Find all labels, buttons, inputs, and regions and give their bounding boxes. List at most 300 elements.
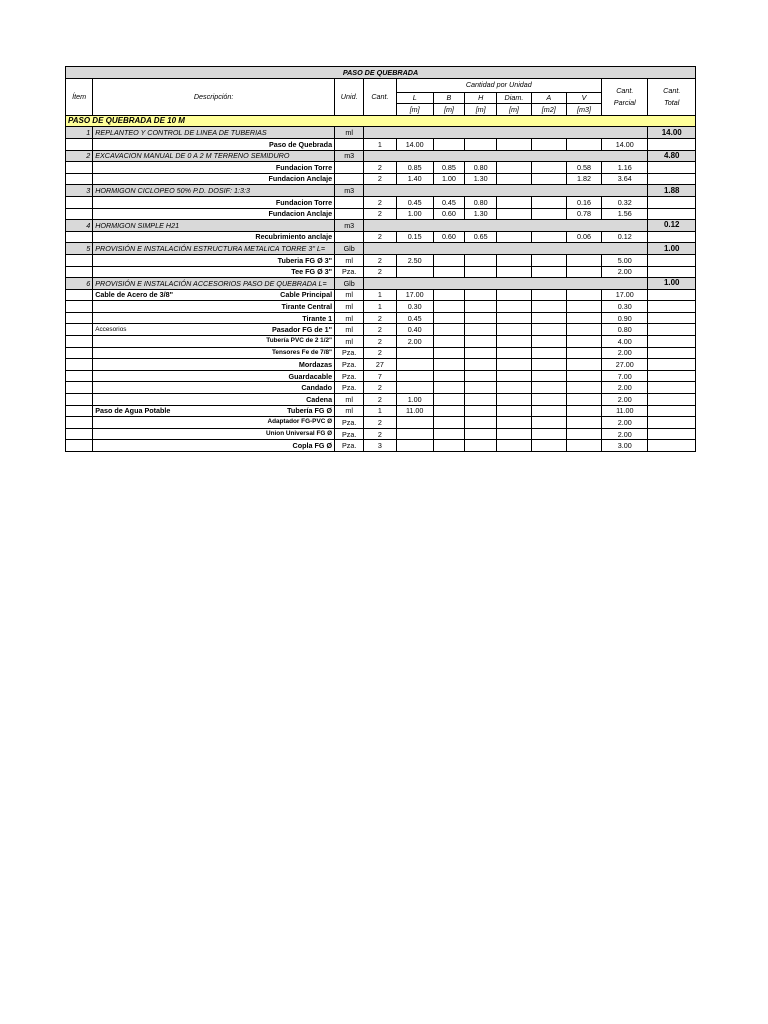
table-row [66, 336, 696, 348]
dim-v: 0.16 [566, 196, 601, 208]
dim-v [566, 440, 601, 452]
dim-a [531, 208, 566, 220]
sub-cant: 2 [364, 231, 396, 243]
cant-parcial: 1.16 [602, 162, 648, 174]
table-row [66, 266, 696, 278]
cant-total-empty [648, 428, 696, 440]
table-title: PASO DE QUEBRADA [66, 67, 696, 79]
dim-l [396, 440, 433, 452]
dim-h [465, 347, 497, 359]
dim-v [566, 382, 601, 394]
table-row [66, 359, 696, 371]
dim-d [497, 173, 531, 185]
sub-description-wrap [95, 315, 332, 322]
table-row [66, 231, 696, 243]
section-row [66, 115, 696, 127]
dim-a [531, 162, 566, 174]
sub-description [93, 138, 335, 150]
cant-parcial: 7.00 [602, 370, 648, 382]
sub-cant: 2 [364, 162, 396, 174]
dim-d [497, 336, 531, 348]
header-unid: Unid. [335, 78, 364, 115]
sub-cant: 2 [364, 394, 396, 406]
item-number-empty [66, 394, 93, 406]
dim-l [396, 382, 433, 394]
item-number-empty [66, 289, 93, 301]
table-row [66, 196, 696, 208]
cant-total-empty [648, 231, 696, 243]
dim-a [531, 382, 566, 394]
sub-description-wrap [95, 257, 332, 264]
dim-d [497, 394, 531, 406]
sub-description-wrap [95, 268, 332, 275]
sub-cant: 2 [364, 266, 396, 278]
dim-l [396, 266, 433, 278]
cant-parcial: 3.00 [602, 440, 648, 452]
item-unit: Glb [335, 243, 364, 255]
item-spacer [364, 243, 648, 255]
dim-l: 1.00 [396, 394, 433, 406]
sub-description [93, 359, 335, 371]
dim-b [433, 289, 464, 301]
dim-d [497, 138, 531, 150]
dim-h [465, 382, 497, 394]
cant-total-empty [648, 138, 696, 150]
dim-a [531, 289, 566, 301]
dim-l: 14.00 [396, 138, 433, 150]
sub-label: Cable Principal [280, 290, 333, 300]
table-row [66, 382, 696, 394]
dim-v [566, 289, 601, 301]
item-total: 14.00 [648, 127, 696, 139]
cant-parcial: 14.00 [602, 138, 648, 150]
dim-d [497, 359, 531, 371]
sub-description [93, 266, 335, 278]
dim-h [465, 428, 497, 440]
sub-label: Tuberia FG Ø 3" [277, 255, 333, 265]
item-row [66, 243, 696, 255]
dim-b [433, 347, 464, 359]
dim-v: 0.58 [566, 162, 601, 174]
header-unit-h: [m] [465, 104, 497, 116]
table-row [66, 138, 696, 150]
dim-b [433, 324, 464, 336]
sub-description-wrap [95, 431, 332, 437]
sub-description [93, 370, 335, 382]
sub-description [93, 173, 335, 185]
table-row [66, 289, 696, 301]
dim-d [497, 289, 531, 301]
dim-v [566, 428, 601, 440]
table-row [66, 347, 696, 359]
item-number-empty [66, 382, 93, 394]
sub-description [93, 440, 335, 452]
item-unit: m3 [335, 220, 364, 232]
item-description: PROVISIÓN E INSTALACIÓN ESTRUCTURA METALICA TORRE 3" L= [93, 243, 335, 255]
cant-parcial: 0.90 [602, 312, 648, 324]
item-number-empty [66, 231, 93, 243]
sub-description-wrap [95, 442, 332, 449]
sub-cant: 2 [364, 173, 396, 185]
item-row [66, 150, 696, 162]
dim-d [497, 440, 531, 452]
item-number-empty [66, 266, 93, 278]
cant-total-empty [648, 312, 696, 324]
sub-unit: Pza. [335, 382, 364, 394]
dim-a [531, 231, 566, 243]
item-number-empty [66, 324, 93, 336]
header-col-a: A [531, 92, 566, 104]
sub-unit [335, 162, 364, 174]
dim-v [566, 405, 601, 417]
dim-a [531, 324, 566, 336]
item-total: 1.00 [648, 243, 696, 255]
header-unit-b: [m] [433, 104, 464, 116]
sub-label: Adaptador FG-PVC Ø [267, 418, 333, 426]
sub-label: Pasador FG de 1" [271, 325, 333, 335]
dim-d [497, 382, 531, 394]
item-description: PROVISIÓN E INSTALACIÓN ACCESORIOS PASO DE QUEBRADA L= [93, 278, 335, 290]
sub-description-wrap [95, 141, 332, 148]
dim-a [531, 370, 566, 382]
cant-total-empty [648, 324, 696, 336]
dim-b [433, 336, 464, 348]
header-cant-total-line1: Cant. [663, 85, 681, 95]
sub-unit [335, 231, 364, 243]
item-row [66, 278, 696, 290]
item-number-empty [66, 428, 93, 440]
item-total: 0.12 [648, 220, 696, 232]
sub-unit: ml [335, 254, 364, 266]
sub-description [93, 382, 335, 394]
dim-a [531, 254, 566, 266]
dim-v [566, 394, 601, 406]
dim-l: 2.50 [396, 254, 433, 266]
header-col-b: B [433, 92, 464, 104]
header-cant-total [648, 78, 696, 115]
cant-parcial: 1.56 [602, 208, 648, 220]
dim-d [497, 428, 531, 440]
table-row [66, 254, 696, 266]
sub-description-wrap [95, 233, 332, 240]
sub-description [93, 254, 335, 266]
dim-b [433, 417, 464, 429]
sub-description-wrap [95, 303, 332, 310]
sub-description [93, 208, 335, 220]
item-number-empty [66, 312, 93, 324]
item-total: 1.88 [648, 185, 696, 197]
dim-a [531, 428, 566, 440]
sub-description-wrap [95, 210, 332, 217]
item-unit: m3 [335, 185, 364, 197]
table-row [66, 405, 696, 417]
sub-cant: 2 [364, 428, 396, 440]
dim-h [465, 336, 497, 348]
cant-parcial: 4.00 [602, 336, 648, 348]
table-row [66, 162, 696, 174]
dim-v: 0.78 [566, 208, 601, 220]
sub-description [93, 289, 335, 301]
sub-label: Cadena [306, 394, 333, 404]
dim-h [465, 405, 497, 417]
item-number-empty [66, 196, 93, 208]
sub-label: Tirante 1 [302, 313, 333, 323]
item-description: REPLANTEO Y CONTROL DE LINEA DE TUBERIAS [93, 127, 335, 139]
item-row [66, 127, 696, 139]
cant-parcial: 2.00 [602, 417, 648, 429]
sub-description [93, 162, 335, 174]
cant-total-empty [648, 208, 696, 220]
sub-cant: 2 [364, 196, 396, 208]
sub-description-wrap [95, 396, 332, 403]
sub-description [93, 196, 335, 208]
dim-l: 11.00 [396, 405, 433, 417]
dim-l: 1.00 [396, 208, 433, 220]
dim-l [396, 428, 433, 440]
sub-unit: ml [335, 301, 364, 313]
sub-unit [335, 196, 364, 208]
dim-a [531, 196, 566, 208]
table-row [66, 301, 696, 313]
sub-label: Fundacion Torre [275, 197, 333, 207]
dim-b [433, 138, 464, 150]
item-description: HORMIGON SIMPLE H21 [93, 220, 335, 232]
dim-v [566, 324, 601, 336]
dim-d [497, 231, 531, 243]
sub-label: Union Universal FG Ø [266, 429, 333, 437]
item-unit: Glb [335, 278, 364, 290]
table-row [66, 370, 696, 382]
title-row [66, 67, 696, 79]
sub-description-wrap [95, 199, 332, 206]
dim-b: 0.45 [433, 196, 464, 208]
header-col-v: V [566, 92, 601, 104]
cant-parcial: 0.32 [602, 196, 648, 208]
item-number: 1 [66, 127, 93, 139]
item-spacer [364, 127, 648, 139]
dim-b: 0.60 [433, 231, 464, 243]
sub-cant: 7 [364, 370, 396, 382]
sub-description-wrap [95, 175, 332, 182]
dim-v [566, 336, 601, 348]
sub-description [93, 417, 335, 429]
dim-d [497, 196, 531, 208]
header-cant-parcial-line1: Cant. [616, 85, 634, 95]
item-description: HORMIGON CICLOPEO 50% P.D. DOSIF: 1:3:3 [93, 185, 335, 197]
sub-cant: 2 [364, 208, 396, 220]
dim-l: 0.40 [396, 324, 433, 336]
sub-label: Tubería PVC de 2 1/2" [266, 337, 333, 345]
sub-description [93, 301, 335, 313]
table-row [66, 394, 696, 406]
dim-l [396, 359, 433, 371]
sub-unit: Pza. [335, 417, 364, 429]
cant-parcial: 2.00 [602, 347, 648, 359]
item-unit: ml [335, 127, 364, 139]
dim-a [531, 301, 566, 313]
sub-unit [335, 208, 364, 220]
dim-v [566, 312, 601, 324]
cant-total-empty [648, 254, 696, 266]
dim-d [497, 324, 531, 336]
dim-b [433, 254, 464, 266]
sub-description [93, 231, 335, 243]
header-unit-l: [m] [396, 104, 433, 116]
header-unit-a: [m2] [531, 104, 566, 116]
cant-parcial: 2.00 [602, 382, 648, 394]
item-description: EXCAVACION MANUAL DE 0 A 2 M TERRENO SEMIDURO [93, 150, 335, 162]
item-row [66, 185, 696, 197]
cant-total-empty [648, 405, 696, 417]
sub-unit [335, 138, 364, 150]
dim-a [531, 359, 566, 371]
header-cant-parcial [602, 78, 648, 115]
sub-unit: ml [335, 405, 364, 417]
dim-d [497, 266, 531, 278]
dim-h [465, 301, 497, 313]
dim-v: 1.82 [566, 173, 601, 185]
header-unit-v: [m3] [566, 104, 601, 116]
section-title: PASO DE QUEBRADA DE 10 M [66, 115, 696, 127]
dim-v [566, 138, 601, 150]
item-spacer [364, 150, 648, 162]
item-number-empty [66, 347, 93, 359]
sub-label: Tensores Fe de 7/8" [271, 348, 333, 356]
item-row [66, 220, 696, 232]
item-number-empty [66, 359, 93, 371]
dim-l [396, 370, 433, 382]
sub-description-wrap [95, 338, 332, 344]
dim-h [465, 417, 497, 429]
cant-parcial: 2.00 [602, 428, 648, 440]
dim-v [566, 301, 601, 313]
sub-label: Paso de Quebrada [268, 139, 333, 149]
sub-unit: ml [335, 289, 364, 301]
sub-cant: 2 [364, 382, 396, 394]
header-cantidad-por-unidad: Cantidad por Unidad [396, 78, 602, 92]
item-number: 3 [66, 185, 93, 197]
sub-unit: ml [335, 336, 364, 348]
sub-description-wrap [95, 164, 332, 171]
dim-l [396, 347, 433, 359]
table-row [66, 312, 696, 324]
dim-v [566, 266, 601, 278]
dim-d [497, 162, 531, 174]
dim-h [465, 440, 497, 452]
table-row [66, 428, 696, 440]
header-unit-diam: [m] [497, 104, 531, 116]
cant-parcial: 0.12 [602, 231, 648, 243]
cant-total-empty [648, 196, 696, 208]
cant-total-empty [648, 417, 696, 429]
group-label: Cable de Acero de 3/8" [95, 290, 174, 300]
item-number-empty [66, 162, 93, 174]
dim-h: 1.30 [465, 208, 497, 220]
dim-b [433, 370, 464, 382]
dim-b [433, 359, 464, 371]
header-col-h: H [465, 92, 497, 104]
cant-total-empty [648, 347, 696, 359]
group-label: Paso de Agua Potable [95, 406, 171, 416]
item-number: 4 [66, 220, 93, 232]
dim-l: 0.85 [396, 162, 433, 174]
item-number-empty [66, 254, 93, 266]
sub-label: Mordazas [298, 359, 333, 369]
sub-description-wrap [95, 373, 332, 380]
dim-h: 0.80 [465, 196, 497, 208]
item-total: 4.80 [648, 150, 696, 162]
sub-unit: Pza. [335, 359, 364, 371]
dim-h [465, 254, 497, 266]
sub-description [93, 336, 335, 348]
sub-cant: 2 [364, 336, 396, 348]
cant-parcial: 2.00 [602, 266, 648, 278]
dim-h: 1.30 [465, 173, 497, 185]
dim-b [433, 440, 464, 452]
dim-a [531, 405, 566, 417]
dim-v [566, 359, 601, 371]
dim-v [566, 254, 601, 266]
sub-description-wrap [95, 384, 332, 391]
cant-parcial: 17.00 [602, 289, 648, 301]
dim-a [531, 347, 566, 359]
sub-cant: 2 [364, 417, 396, 429]
sub-cant: 2 [364, 254, 396, 266]
item-spacer [364, 278, 648, 290]
sub-cant: 2 [364, 312, 396, 324]
sub-unit: Pza. [335, 347, 364, 359]
cant-parcial: 2.00 [602, 394, 648, 406]
dim-l: 17.00 [396, 289, 433, 301]
cant-total-empty [648, 359, 696, 371]
cant-parcial: 5.00 [602, 254, 648, 266]
item-number: 2 [66, 150, 93, 162]
item-number-empty [66, 173, 93, 185]
sub-label: Tee FG Ø 3" [291, 267, 333, 277]
dim-d [497, 347, 531, 359]
cant-total-empty [648, 173, 696, 185]
dim-h [465, 266, 497, 278]
sub-description-wrap [95, 350, 332, 356]
sub-description [93, 405, 335, 417]
cant-total-empty [648, 370, 696, 382]
dim-d [497, 301, 531, 313]
sub-unit: ml [335, 394, 364, 406]
sub-description-wrap [95, 419, 332, 425]
sub-description-wrap [95, 326, 332, 333]
dim-l: 1.40 [396, 173, 433, 185]
dim-b [433, 266, 464, 278]
sub-cant: 27 [364, 359, 396, 371]
dim-h [465, 138, 497, 150]
item-spacer [364, 185, 648, 197]
sub-description [93, 324, 335, 336]
sub-label: Fundacion Anclaje [268, 209, 333, 219]
cant-total-empty [648, 301, 696, 313]
dim-d [497, 254, 531, 266]
sub-description [93, 394, 335, 406]
dim-v [566, 347, 601, 359]
cant-total-empty [648, 336, 696, 348]
dim-a [531, 173, 566, 185]
dim-b [433, 312, 464, 324]
dim-b [433, 394, 464, 406]
dim-d [497, 417, 531, 429]
sub-unit: Pza. [335, 266, 364, 278]
dim-b: 0.85 [433, 162, 464, 174]
dim-a [531, 266, 566, 278]
table-row [66, 440, 696, 452]
